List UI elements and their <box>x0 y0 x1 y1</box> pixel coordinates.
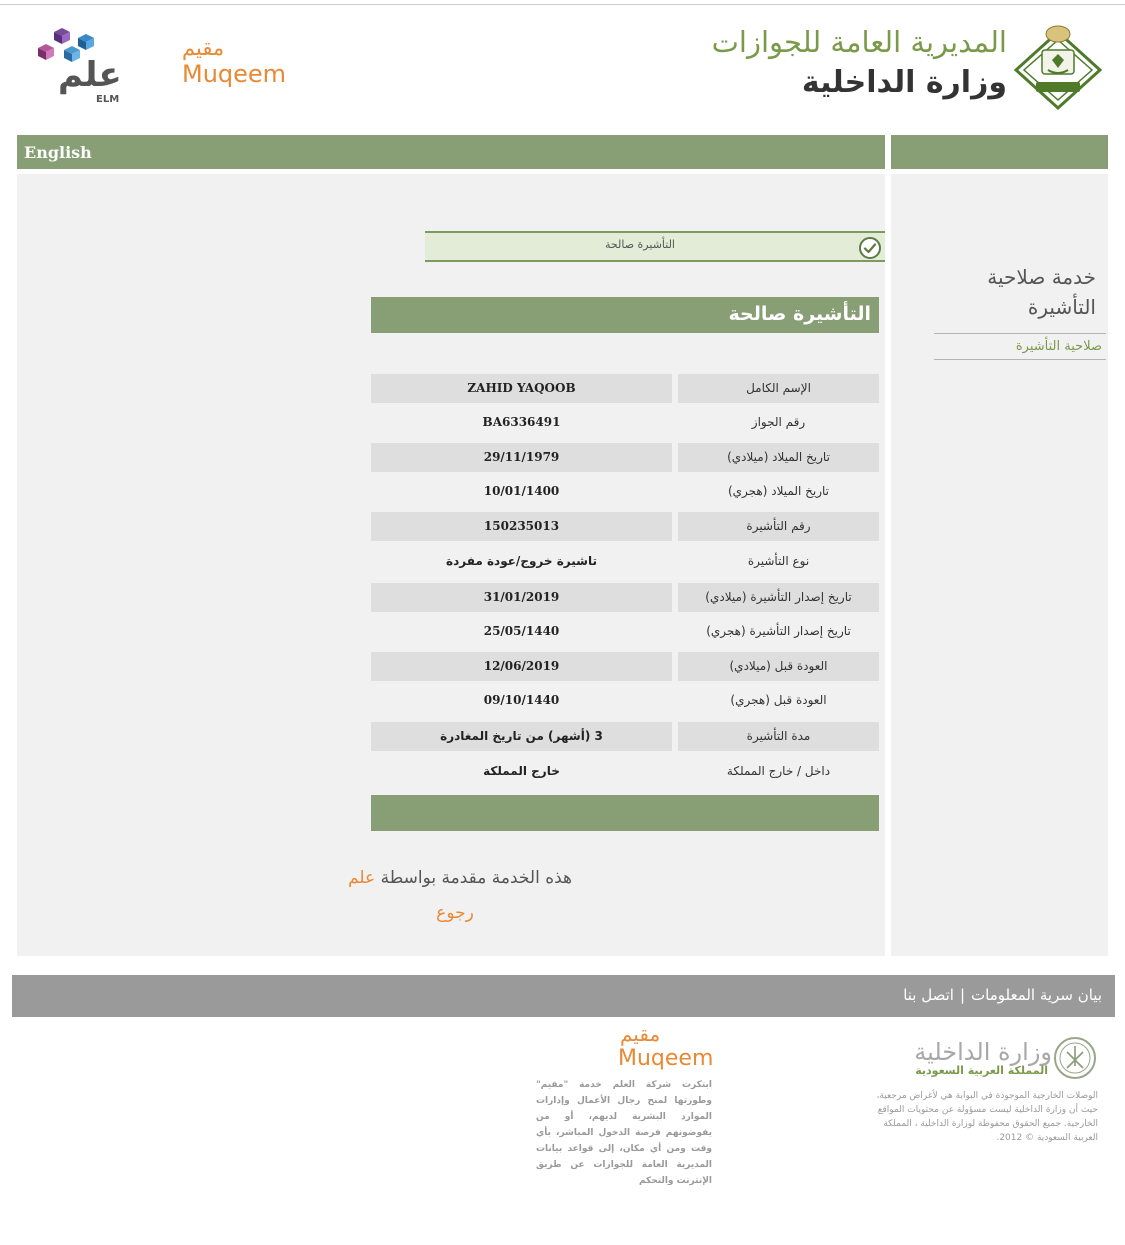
table-row <box>371 722 879 751</box>
muqeem-logo-english: Muqeem <box>182 60 287 88</box>
row-label: تاريخ الميلاد (ميلادي) <box>678 443 879 472</box>
row-label: العودة قبل (هجري) <box>730 693 827 707</box>
row-label: تاريخ الميلاد (هجري) <box>727 484 829 498</box>
row-value: ZAHID YAQOOB <box>371 374 672 403</box>
row-value: 12/06/2019 <box>371 652 672 681</box>
row-label: العودة قبل (ميلادي) <box>678 652 879 681</box>
privacy-policy-link[interactable]: بيان سرية المعلومات <box>971 986 1102 1004</box>
service-title: خدمة صلاحية التأشيرة <box>987 265 1096 319</box>
muqeem-logo-arabic: مقيم <box>182 36 225 60</box>
footer-muqeem-logo-arabic: مقيم <box>620 1022 661 1046</box>
table-row <box>371 512 879 541</box>
contact-us-link[interactable]: اتصل بنا <box>903 986 954 1004</box>
footer-links <box>880 986 1102 1004</box>
row-value: 10/01/1400 <box>483 484 560 498</box>
row-value: 29/11/1979 <box>371 443 672 472</box>
footer-ministry-name: وزارة الداخلية <box>914 1038 1052 1066</box>
table-row <box>371 547 879 576</box>
success-message: التأشيرة صالحة <box>605 238 675 251</box>
row-value: 25/05/1440 <box>483 624 560 638</box>
ministry-title: وزارة الداخلية <box>801 65 1007 100</box>
elm-link[interactable]: علم <box>348 868 376 888</box>
table-row <box>371 443 879 472</box>
nav-bar-side <box>891 135 1108 169</box>
check-icon <box>858 236 882 260</box>
footer-separator: | <box>959 986 966 1004</box>
footer-kingdom-name: المملكة العربية السعودية <box>915 1064 1048 1077</box>
row-value: BA6336491 <box>482 415 561 429</box>
table-row <box>371 583 879 612</box>
ministry-emblem-icon <box>1053 1036 1097 1080</box>
muqeem-description: ابتكرت شركة العلم خدمة "مقيم" وطورتها لمنح رجال الأعمال وإدارات الموارد البشرية لديهم، أو من يفوضونهم فرصة الدخول المباشر، بأي وقت ومن أي مكان، إلى قواعد بيانات المديرية العامة للجوازات عن طريق الإنترنت والتحكم <box>536 1080 712 1186</box>
table-row <box>371 652 879 681</box>
provided-by-text <box>336 868 572 888</box>
row-value: تاشيرة خروج/عودة مفردة <box>446 554 597 568</box>
footer-disclaimer: الوصلات الخارجية الموجودة في البوابة هي لأغراض مرجعية، حيث أن وزارة الداخلية ليست مسؤولة عن محتويات المواقع الخارجية. جميع الحقوق محفوظة لوزارة الداخلية ، المملكة العربية السعودية © 2012. <box>876 1091 1098 1143</box>
table-row <box>371 477 879 506</box>
row-label: الإسم الكامل <box>678 374 879 403</box>
sidebar-item-visa-validity[interactable]: صلاحية التأشيرة <box>1015 339 1102 354</box>
table-row <box>371 757 879 786</box>
table-row <box>371 408 879 437</box>
table-row <box>371 617 879 646</box>
row-label: داخل / خارج المملكة <box>726 764 831 778</box>
row-value: خارج المملكة <box>483 764 560 778</box>
footer-muqeem-logo-english: Muqeem <box>618 1046 714 1071</box>
passports-emblem-icon <box>1012 22 1104 112</box>
table-row <box>371 374 879 403</box>
results-title: التأشيرة صالحة <box>728 303 871 325</box>
elm-logo-english: ELM <box>96 94 120 105</box>
row-value: 09/10/1440 <box>483 693 560 707</box>
back-link[interactable]: رجوع <box>436 903 474 923</box>
language-toggle-link[interactable]: English <box>24 143 92 162</box>
top-divider <box>0 4 1125 5</box>
sidebar-divider <box>934 333 1106 334</box>
directorate-title: المديرية العامة للجوازات <box>711 25 1007 59</box>
elm-logo-arabic: علم <box>58 55 122 95</box>
row-label: تاريخ إصدار التأشيرة (ميلادي) <box>678 583 879 612</box>
row-label: رقم التأشيرة <box>678 512 879 541</box>
results-footer-bar <box>371 795 879 831</box>
nav-bar <box>17 135 885 169</box>
provided-by-label: هذه الخدمة مقدمة بواسطة <box>380 868 572 888</box>
row-value: 150235013 <box>371 512 672 541</box>
row-value: 3 (أشهر) من تاريخ المغادرة <box>371 722 672 751</box>
row-label: مدة التأشيرة <box>678 722 879 751</box>
table-row <box>371 686 879 715</box>
row-label: رقم الجواز <box>751 415 806 429</box>
row-label: تاريخ إصدار التأشيرة (هجري) <box>706 624 851 638</box>
row-value: 31/01/2019 <box>371 583 672 612</box>
sidebar-divider <box>934 359 1106 360</box>
row-label: نوع التأشيرة <box>747 554 810 568</box>
